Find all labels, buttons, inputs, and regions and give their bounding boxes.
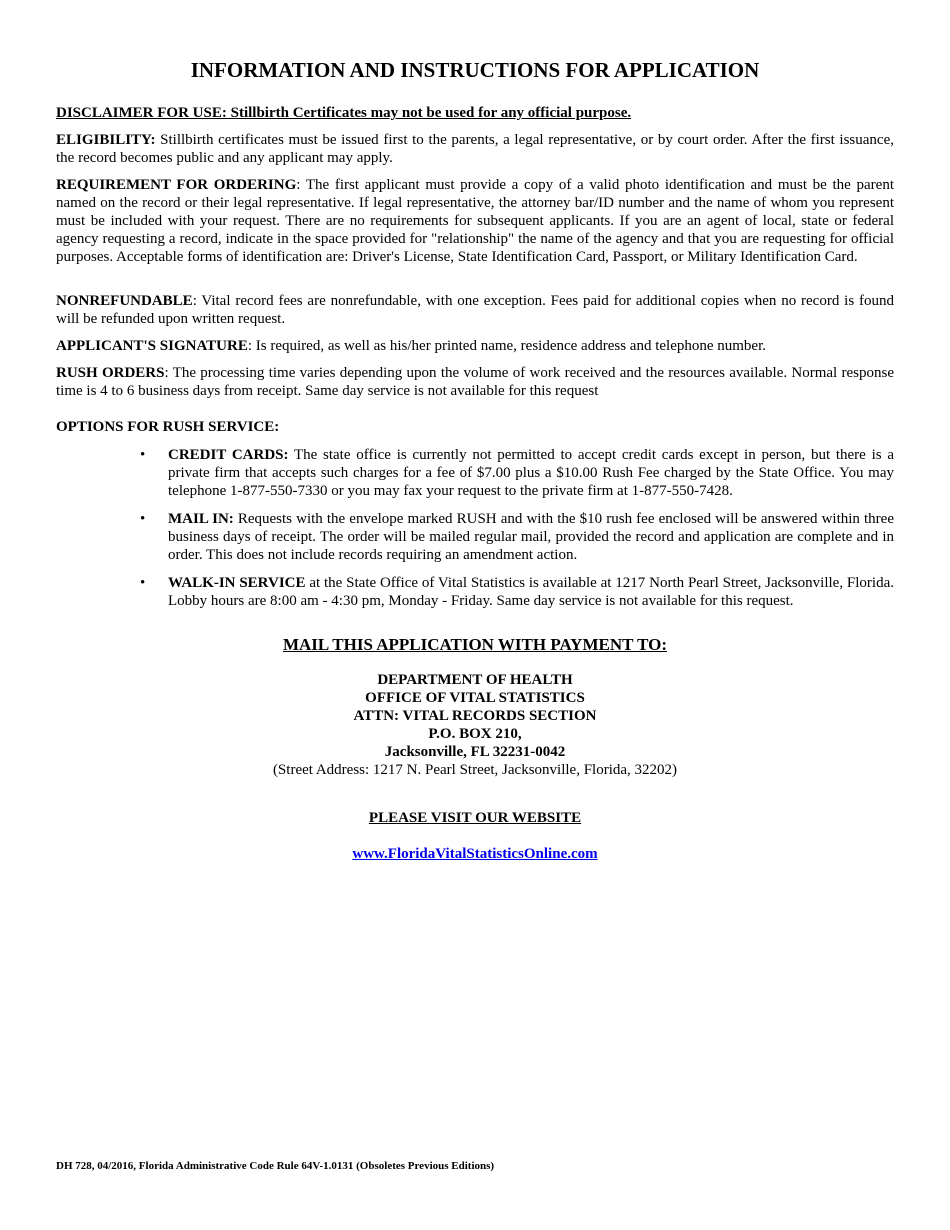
rush-options-list — [56, 446, 894, 620]
eligibility-text: Stillbirth certificates must be issued first to the parents, a legal representative, or by court order. After the first issuance, the record becomes public and any applicant may apply. — [56, 132, 894, 166]
website-link-row — [56, 845, 894, 863]
rush-text: : The processing time varies depending upon the volume of work received and the resources available. Normal response time is 4 to 6 business days from receipt. Same day service is not available for this request — [56, 365, 895, 399]
mail-heading: MAIL THIS APPLICATION WITH PAYMENT TO: — [282, 635, 667, 654]
options-heading: OPTIONS FOR RUSH SERVICE: — [56, 419, 280, 435]
website-heading: PLEASE VISIT OUR WEBSITE — [368, 810, 582, 826]
eligibility-paragraph — [56, 131, 894, 167]
bullet-icon: • — [140, 575, 146, 591]
nonrefundable-label: NONREFUNDABLE — [56, 293, 193, 309]
address-line-2: OFFICE OF VITAL STATISTICS — [365, 690, 585, 706]
nonrefundable-paragraph — [56, 292, 894, 328]
address-line-1: DEPARTMENT OF HEALTH — [377, 672, 573, 688]
bullet-icon: • — [140, 511, 146, 527]
signature-text: : Is required, as well as his/her printed name, residence address and telephone number. — [247, 338, 767, 354]
address-line-3: ATTN: VITAL RECORDS SECTION — [353, 708, 597, 724]
option-mail-in — [56, 510, 894, 564]
eligibility-label: ELIGIBILITY: — [56, 132, 156, 148]
rush-paragraph — [56, 364, 894, 400]
option-walk-in — [56, 574, 894, 610]
street-address: (Street Address: 1217 N. Pearl Street, Jacksonville, Florida, 32202) — [272, 762, 678, 778]
nonrefundable-text: : Vital record fees are nonrefundable, with one exception. Fees paid for additional copies when no record is found will be refunded upon written request. — [56, 293, 894, 327]
requirement-paragraph — [56, 176, 894, 266]
option-text: at the State Office of Vital Statistics is available at 1217 North Pearl Street, Jacksonville, Florida. Lobby hours are 8:00 am - 4:30 pm, Monday - Friday. Same day service is not available for this request. — [168, 575, 894, 609]
option-credit-cards — [56, 446, 894, 500]
page-title: INFORMATION AND INSTRUCTIONS FOR APPLICATION — [190, 58, 760, 82]
option-label: CREDIT CARDS: — [168, 447, 289, 463]
requirement-label: REQUIREMENT FOR ORDERING — [56, 177, 297, 193]
mailing-address — [56, 671, 894, 779]
requirement-text: : The first applicant must provide a copy of a valid photo identification and must be the parent named on the record or their legal representative. If legal representative, the attorney bar/ID number and the name of whom you represent must be included with your request. There are no requirements for subsequent applicants. If you are an agent of local, state or federal agency requesting a record, indicate in the space provided for "relationship" the name of the agency and that you are requesting for official purposes. Acceptable forms of identification are: Driver's License, State Identification Card, Passport, or Military Identification Card. — [56, 177, 894, 265]
rush-label: RUSH ORDERS — [56, 365, 165, 381]
disclaimer: DISCLAIMER FOR USE: Stillbirth Certificates may not be used for any official purpose. — [56, 105, 632, 121]
option-label: WALK-IN SERVICE — [168, 575, 306, 591]
signature-label: APPLICANT'S SIGNATURE — [56, 338, 248, 354]
option-text: The state office is currently not permitted to accept credit cards except in person, but there is a private firm that accepts such charges for a fee of $7.00 plus a $10.00 Rush Fee charged by the State Office. You may telephone 1-877-550-7330 or you may fax your request to the private firm at 1-877-550-7428. — [168, 447, 894, 499]
option-text: Requests with the envelope marked RUSH and with the $10 rush fee enclosed will be answered within three business days of receipt. The order will be mailed regular mail, provided the record and application are complete and in order. This does not include records requiring an amendment action. — [168, 511, 894, 563]
option-label: MAIL IN: — [168, 511, 234, 527]
signature-paragraph — [56, 337, 894, 355]
website-link[interactable]: www.FloridaVitalStatisticsOnline.com — [352, 846, 598, 862]
address-line-5: Jacksonville, FL 32231-0042 — [384, 744, 566, 760]
form-footer: DH 728, 04/2016, Florida Administrative Code Rule 64V-1.0131 (Obsoletes Previous Editions) — [56, 1160, 495, 1172]
address-line-4: P.O. BOX 210, — [428, 726, 522, 742]
bullet-icon: • — [140, 447, 146, 463]
